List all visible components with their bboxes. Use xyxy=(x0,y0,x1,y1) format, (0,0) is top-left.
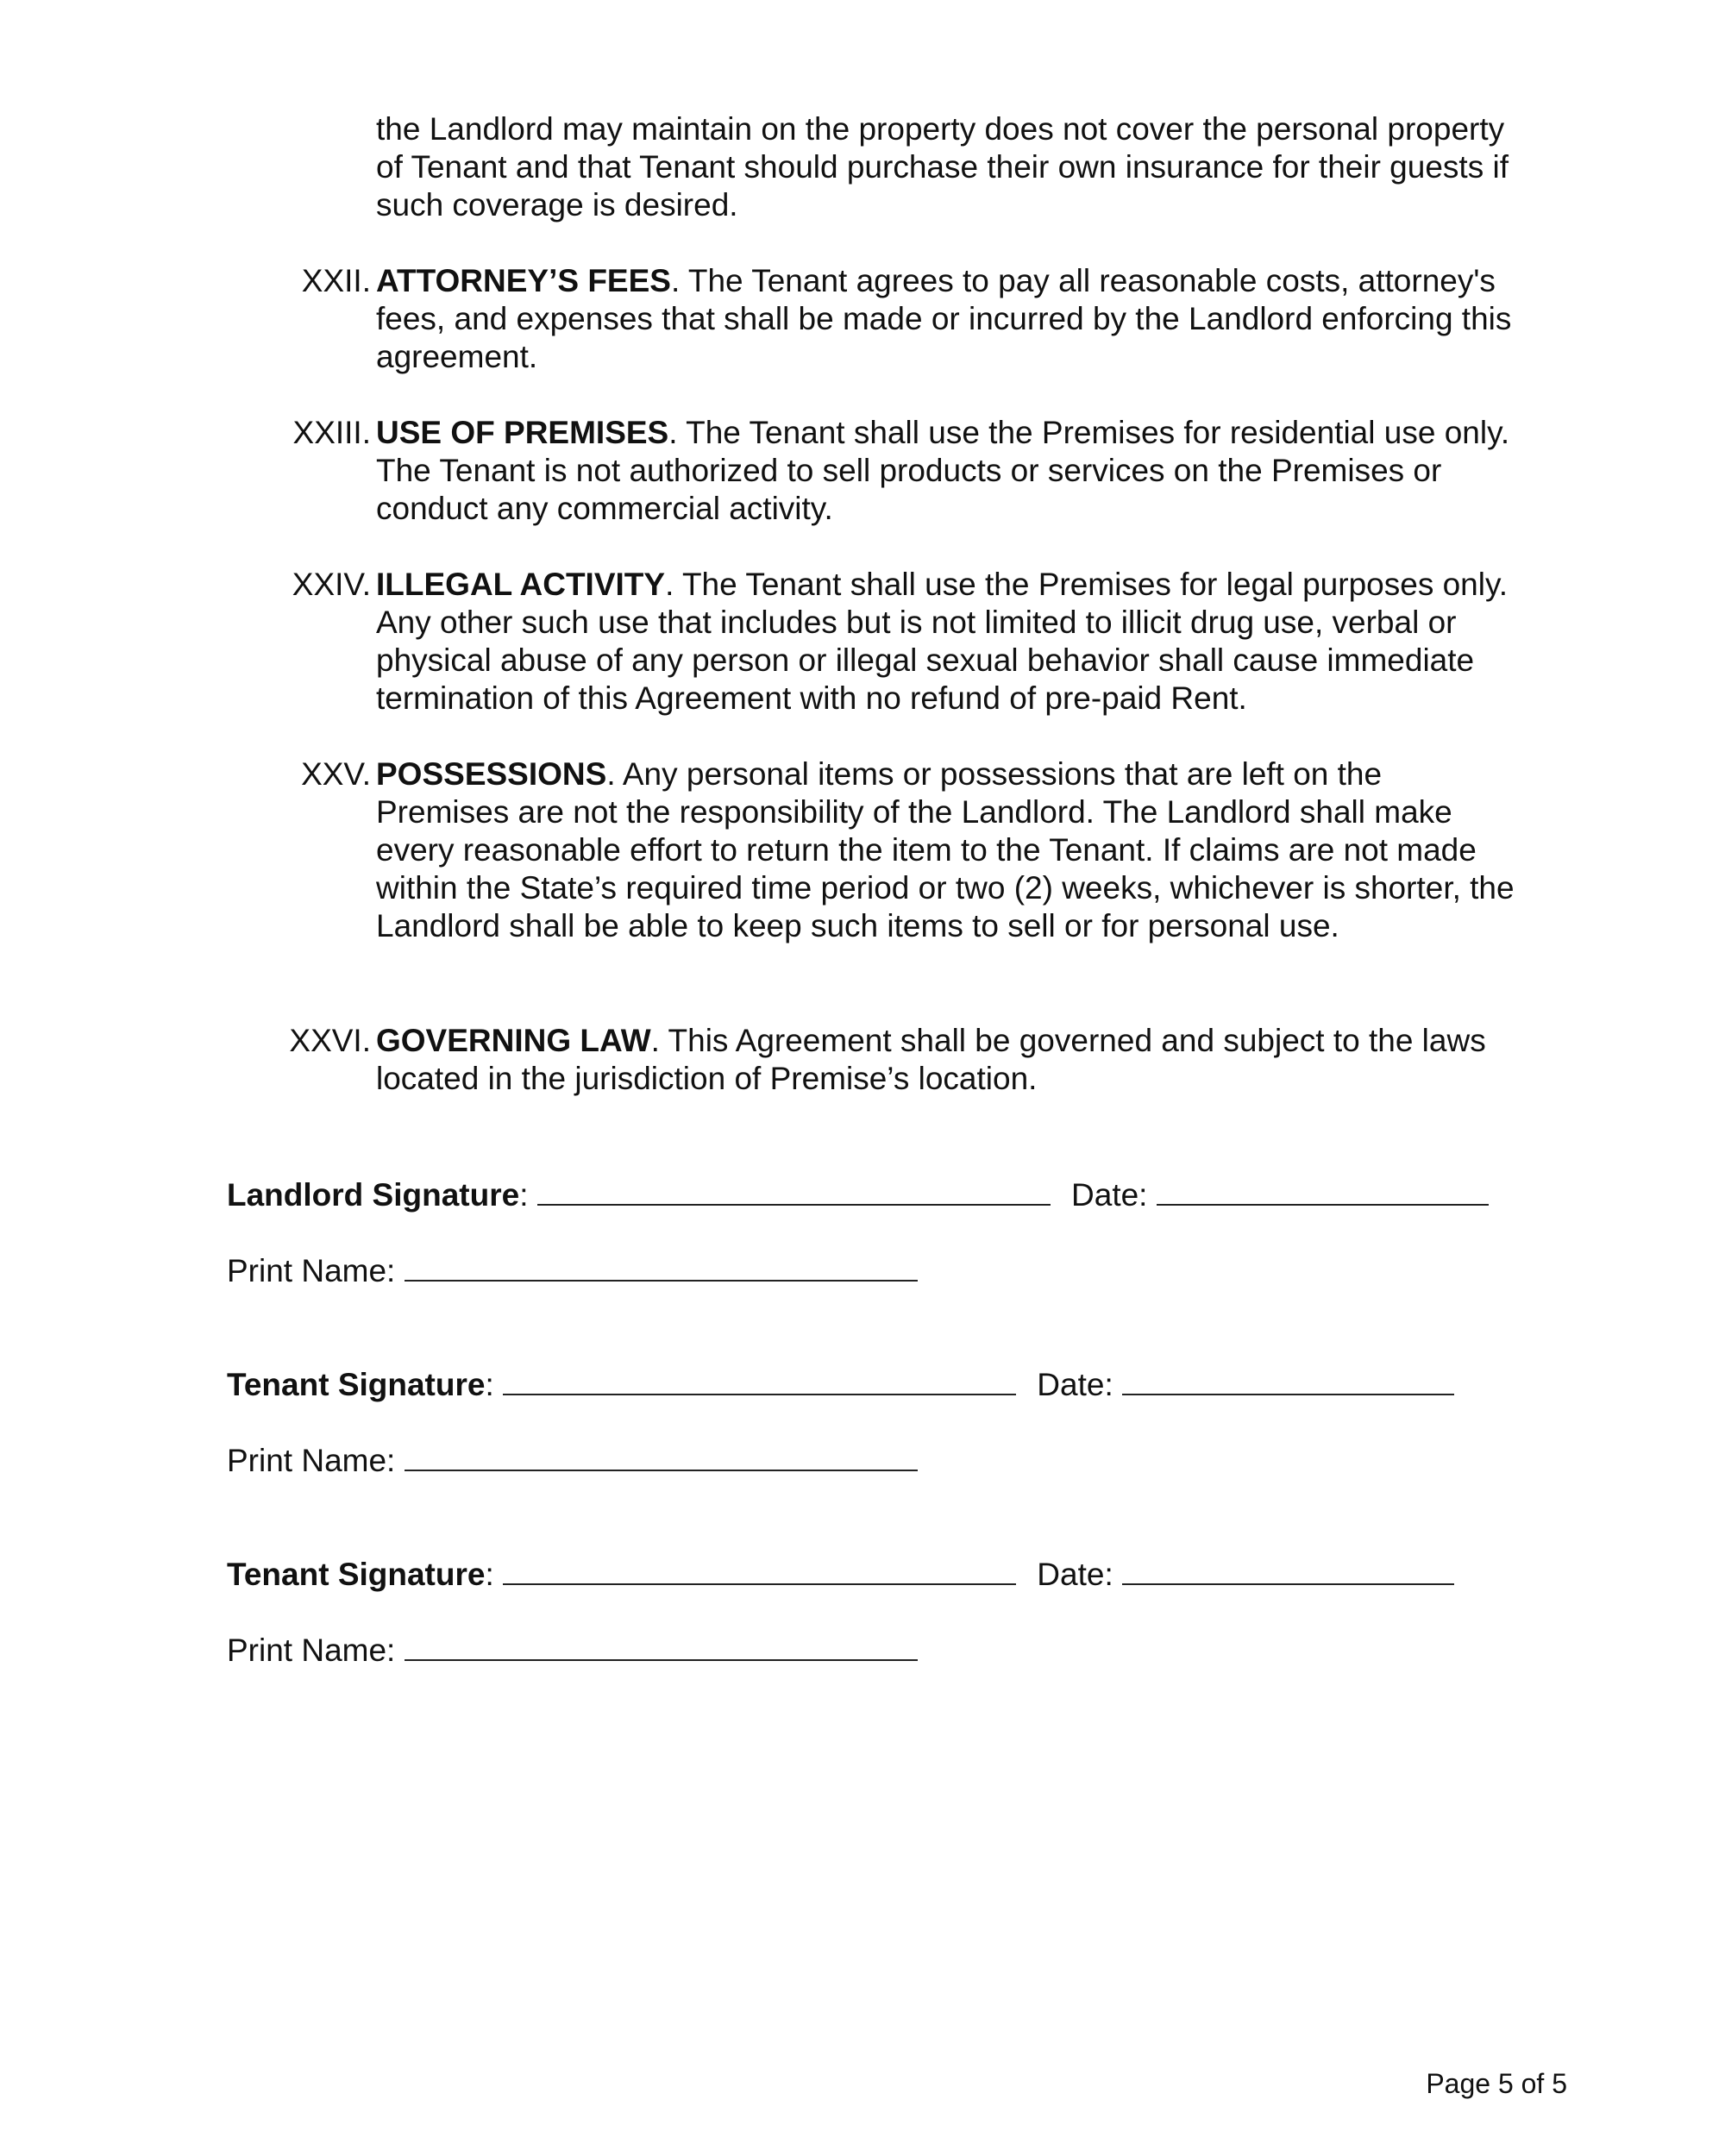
tenant-print-name-label: Print Name: xyxy=(227,1633,396,1668)
clause-text: . The Tenant shall use the Premises for residential use only. The Tenant is not authorized to sell products or services on the Premises or conduct any commercial activity. xyxy=(376,415,1510,526)
tenant-signature-label: Tenant Signature xyxy=(227,1557,486,1592)
page-number: Page 5 of 5 xyxy=(1426,2068,1567,2099)
clause-body xyxy=(376,262,1523,376)
tenant-print-name-row-2 xyxy=(227,1630,918,1670)
clause-body xyxy=(376,414,1523,528)
clause-number: XXVI. xyxy=(289,1023,371,1058)
signature-colon: : xyxy=(485,1367,494,1402)
clause-text: . The Tenant shall use the Premises for legal purposes only. Any other such use that includes but is not limited to illicit drug use, verbal or physical abuse of any person or illegal sexual behavior shall cause immediate termination of this Agreement with no refund of pre-paid Rent. xyxy=(376,567,1509,716)
clause-body xyxy=(376,566,1523,718)
clause-number: XXII. xyxy=(301,263,371,298)
landlord-signature-field[interactable] xyxy=(537,1175,1051,1206)
intro-paragraph: the Landlord may maintain on the property does not cover the personal property of Tenant and that Tenant should purchase their own insurance for their guests if such coverage is desired. xyxy=(376,111,1509,222)
tenant-print-name-label: Print Name: xyxy=(227,1443,396,1478)
clause-text: . This Agreement shall be governed and subject to the laws located in the jurisdiction of Premise’s location. xyxy=(376,1023,1486,1096)
clause-heading: USE OF PREMISES xyxy=(376,415,669,450)
signature-colon: : xyxy=(519,1177,529,1213)
tenant-date-label: Date: xyxy=(1037,1557,1113,1592)
tenant-signature-label: Tenant Signature xyxy=(227,1367,486,1402)
tenant-date-field-2[interactable] xyxy=(1122,1554,1454,1585)
tenant-signature-field-2[interactable] xyxy=(503,1554,1016,1585)
tenant-date-field-1[interactable] xyxy=(1122,1364,1454,1395)
clause-number: XXIV. xyxy=(292,567,371,602)
clause-heading: ATTORNEY’S FEES xyxy=(376,263,671,298)
clause-number: XXV. xyxy=(301,756,371,792)
tenant-date-label: Date: xyxy=(1037,1367,1113,1402)
landlord-signature-label: Landlord Signature xyxy=(227,1177,520,1213)
clause-body xyxy=(376,755,1523,945)
tenant-print-name-row-1 xyxy=(227,1440,918,1480)
landlord-signature-row xyxy=(227,1175,1489,1214)
tenant-signature-row-2 xyxy=(227,1554,1454,1594)
clause-heading: ILLEGAL ACTIVITY xyxy=(376,567,666,602)
tenant-signature-field-1[interactable] xyxy=(503,1364,1016,1395)
signature-colon: : xyxy=(485,1557,494,1592)
tenant-print-name-field-1[interactable] xyxy=(405,1440,918,1471)
tenant-signature-row-1 xyxy=(227,1364,1454,1404)
landlord-print-name-label: Print Name: xyxy=(227,1253,396,1288)
clause-number: XXIII. xyxy=(292,415,371,450)
landlord-print-name-field[interactable] xyxy=(405,1250,918,1282)
landlord-print-name-row xyxy=(227,1250,918,1290)
landlord-date-label: Date: xyxy=(1071,1177,1148,1213)
clause-heading: GOVERNING LAW xyxy=(376,1023,651,1058)
clause-heading: POSSESSIONS xyxy=(376,756,607,792)
clause-body xyxy=(376,1022,1523,1098)
landlord-date-field[interactable] xyxy=(1157,1175,1489,1206)
clause-text: . Any personal items or possessions that are left on the Premises are not the responsibility of the Landlord. The Landlord shall make every reasonable effort to return the item to the Tenant. If claims are not made within the State’s required time period or two (2) weeks, whichever is shorter, the Landlord shall be able to keep such items to sell or for personal use. xyxy=(376,756,1515,943)
clause-text: . The Tenant agrees to pay all reasonable costs, attorney's fees, and expenses that shall be made or incurred by the Landlord enforcing this agreement. xyxy=(376,263,1512,374)
tenant-print-name-field-2[interactable] xyxy=(405,1630,918,1661)
